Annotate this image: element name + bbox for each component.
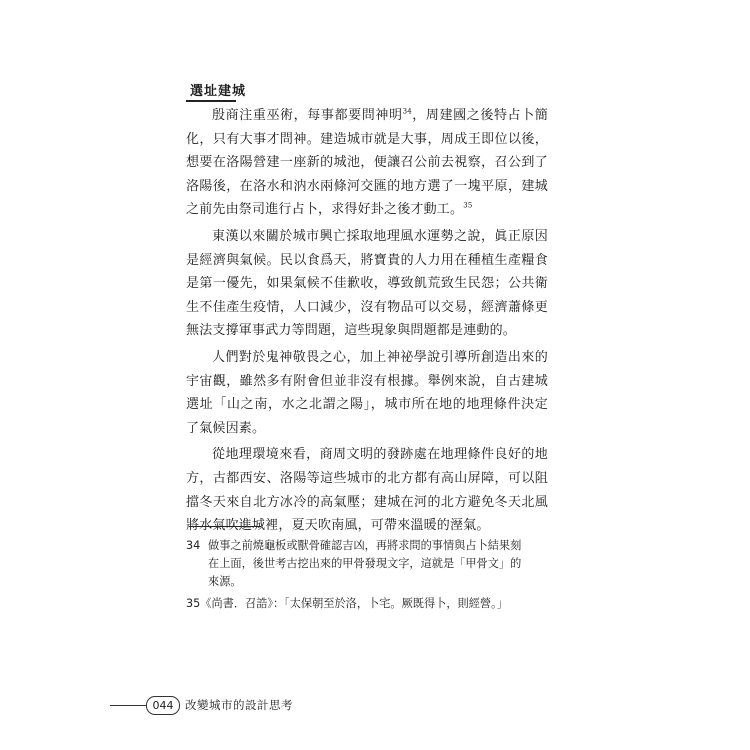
footnote-number: 34 bbox=[186, 539, 201, 552]
body-text bbox=[186, 104, 548, 541]
paragraph-text: 東漢以來關於城市興亡採取地理風水運勢之說，眞正原因是經濟與氣候。民以食爲天，將寶貴的人力用在種植生產糧食是第一優先，如果氣候不佳歉收，導致飢荒致生民怨；公共衛生不佳產生疫情，人口減少，沒有物品可以交易，經濟蕭條更無法支撐軍事武力等問題，這些現象與問題都是連動的。 bbox=[186, 228, 548, 339]
footnote-34 bbox=[186, 537, 546, 591]
footer-rule bbox=[110, 705, 146, 706]
footnote-text: 《尚書．召誥》：「太保朝至於洛，卜宅。厥既得卜，則經營。」 bbox=[200, 597, 508, 610]
footnote-ref: 35 bbox=[463, 202, 473, 211]
page-number: 044 bbox=[146, 696, 180, 715]
footnote-divider bbox=[189, 526, 261, 527]
paragraph-4 bbox=[186, 443, 548, 537]
footnote-number: 35 bbox=[186, 597, 201, 610]
paragraph-3 bbox=[186, 346, 548, 440]
footnote-text: 在上面，後世考古挖出來的甲骨發現文字，這就是「甲骨文」的 bbox=[208, 557, 522, 570]
footnote-ref: 34 bbox=[402, 107, 412, 116]
section-title: 選址建城 bbox=[190, 84, 247, 99]
paragraph-text: 從地理環境來看，商周文明的發跡處在地理條件良好的地方，古都西安、洛陽等這些城市的北方都有高山屏障，可以阻擋冬天來自北方冰冷的高氣壓；建城在河的北方避免冬天北風將水氣吹進城裡，夏天吹南風，可帶來溫暖的溼氣。 bbox=[186, 447, 548, 534]
title-underline bbox=[186, 100, 236, 102]
footnote-35 bbox=[186, 595, 546, 613]
footnotes bbox=[186, 537, 546, 617]
paragraph-text: 殷商注重巫術，每事都要問神明 bbox=[212, 108, 403, 123]
paragraph-text: ，周建國之後特占卜簡化，只有大事才問神。建造城市就是大事，周成王即位以後，想要在洛陽營建一座新的城池，便讓召公前去視察，召公到了洛陽後，在洛水和汭水兩條河交匯的地方選了一塊平原，建城之前先由祭司進行占卜，求得好卦之後才動工。 bbox=[186, 108, 548, 218]
paragraph-1 bbox=[186, 104, 548, 222]
running-footer-title: 改變城市的設計思考 bbox=[185, 698, 293, 712]
footnote-text: 來源。 bbox=[208, 575, 242, 588]
footnote-text: 做事之前燒龜板或獸骨確認吉凶，再將求問的事情與占卜結果刻 bbox=[208, 539, 522, 552]
paragraph-text: 人們對於鬼神敬畏之心，加上神祕學說引導所創造出來的宇宙觀，雖然多有附會但並非沒有根據。舉例來說，自古建城選址「山之南，水之北謂之陽」，城市所在地的地理條件決定了氣候因素。 bbox=[186, 349, 548, 436]
paragraph-2 bbox=[186, 225, 548, 343]
